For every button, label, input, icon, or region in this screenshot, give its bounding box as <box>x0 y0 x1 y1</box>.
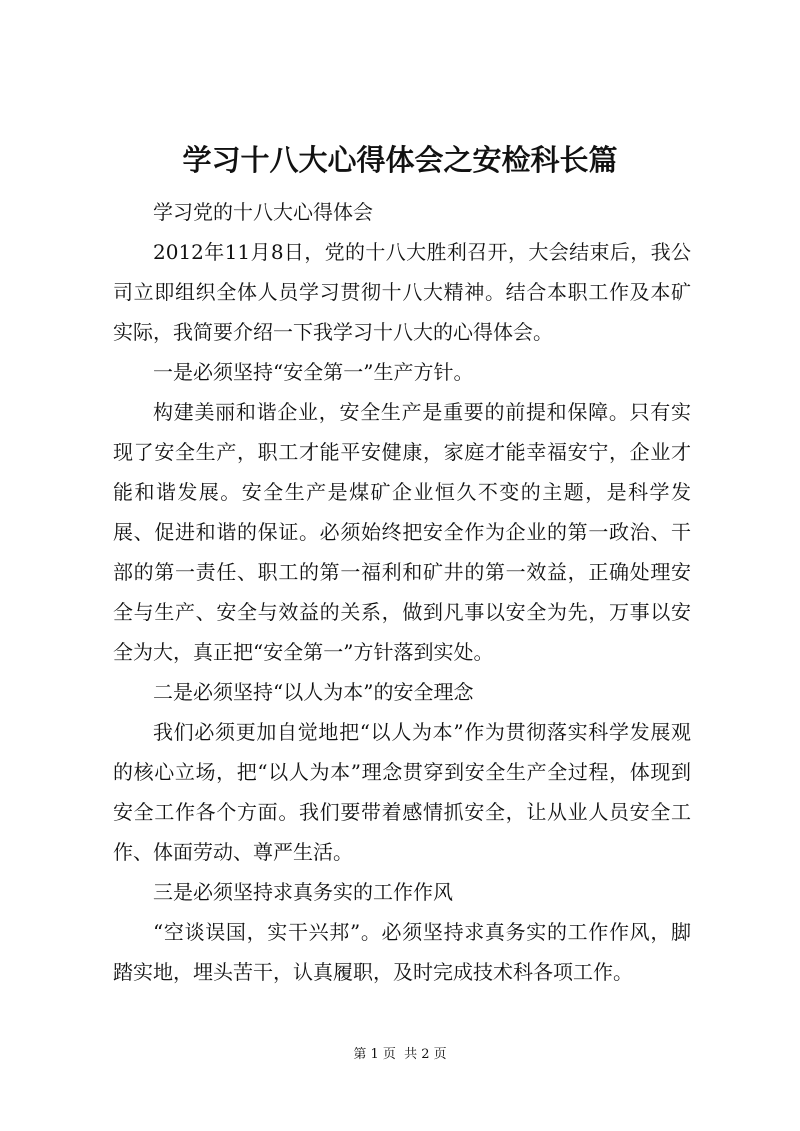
subtitle-paragraph: 学习党的十八大心得体会 <box>153 200 373 224</box>
point-two-paragraph: 我们必须更加自觉地把“以人为本”作为贯彻落实科学发展观的核心立场，把“以人为本”理念贯穿到安全生产全过程，体现到安全工作各个方面。我们要带着感情抓安全，让从业人员安全工作、体面劳动、尊严生活。 <box>113 720 691 864</box>
point-three-paragraph: “空谈误国，实干兴邦”。必须坚持求真务实的工作作风，脚踏实地，埋头苦干，认真履职，及时完成技术科各项工作。 <box>113 920 691 984</box>
point-one-heading: 一是必须坚持“安全第一”生产方针。 <box>153 360 474 384</box>
intro-paragraph: 2012年11月8日，党的十八大胜利召开，大会结束后，我公司立即组织全体人员学习贯彻十八大精神。结合本职工作及本矿实际，我简要介绍一下我学习十八大的心得体会。 <box>113 240 691 344</box>
point-three-heading: 三是必须坚持求真务实的工作作风 <box>153 880 453 904</box>
point-one-paragraph: 构建美丽和谐企业，安全生产是重要的前提和保障。只有实现了安全生产，职工才能平安健康，家庭才能幸福安宁，企业才能和谐发展。安全生产是煤矿企业恒久不变的主题，是科学发展、促进和谐的保证。必须始终把安全作为企业的第一政治、干部的第一责任、职工的第一福利和矿井的第一效益，正确处理安全与生产、安全与效益的关系，做到凡事以安全为先，万事以安全为大，真正把“安全第一”方针落到实处。 <box>113 400 691 664</box>
page-number-footer: 第 1 页 共 2 页 <box>353 1047 447 1062</box>
document-title: 学习十八大心得体会之安检科长篇 <box>182 143 618 177</box>
document-body <box>113 192 691 992</box>
point-two-heading: 二是必须坚持“以人为本”的安全理念 <box>153 680 474 704</box>
